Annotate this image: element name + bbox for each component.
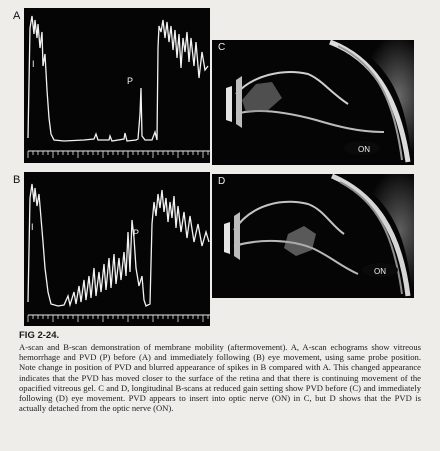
marker-p-b: P (133, 228, 140, 238)
marker-p-a: P (127, 76, 134, 86)
ascan-panel-b (24, 172, 210, 326)
figure-caption (19, 330, 421, 413)
marker-on-d: ON (374, 267, 386, 276)
panel-letter-c: C (218, 42, 226, 53)
marker-i-a: I (32, 59, 35, 69)
marker-i-b: I (31, 222, 34, 232)
ascan-trace-a (24, 8, 210, 163)
bscan-image-d (212, 174, 414, 298)
figure-label: FIG 2-24. (19, 330, 60, 341)
bscan-panel-c (212, 40, 414, 165)
figure-caption-text: A-scan and B-scan demonstration of membrane mobility (aftermovement). A, A-scan echograms show vitreous hemorrhage and PVD (P) before (A) and immediately following (B) eye movement, using same probe position. Note change in position of PVD and blurred appearance of spikes in B compared with A. This changed appearance indicates that the PVD has moved closer to the surface of the retina and that there is continuing movement of the opacified vitreous gel. C and D, longitudinal B-scans at reduced gain setting show PVD before (C) and immediately following (D) eye movement. PVD appears to insert into optic nerve (ON) in C, but D shows that the PVD is actually detached from the optic nerve (ON). (19, 342, 421, 414)
ascan-trace-b (24, 172, 210, 326)
bscan-panel-d (212, 174, 414, 298)
bscan-image-c (212, 40, 414, 165)
panel-letter-b: B (13, 174, 21, 186)
marker-on-c: ON (358, 145, 370, 154)
panel-letter-d: D (218, 176, 226, 187)
ascan-panel-a (24, 8, 210, 163)
panel-letter-a: A (13, 10, 21, 22)
